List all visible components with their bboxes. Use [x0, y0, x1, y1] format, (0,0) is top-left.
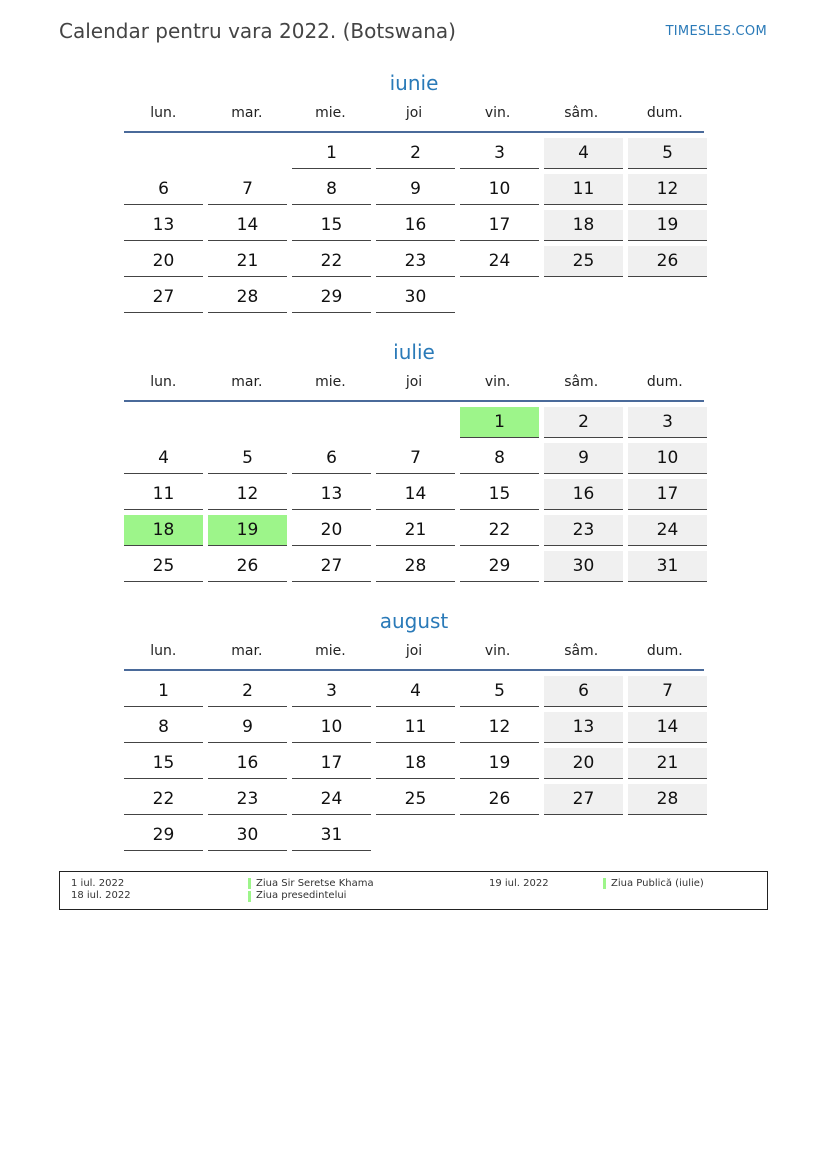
- legend-color-marker: [603, 878, 606, 889]
- header-divider: [124, 669, 704, 671]
- day-cell: 9: [544, 443, 623, 474]
- day-cell: 10: [292, 712, 371, 743]
- day-cell: 24: [292, 784, 371, 815]
- weekday-header: [124, 367, 704, 397]
- day-cell: 12: [208, 479, 287, 510]
- day-cell: 30: [208, 820, 287, 851]
- day-cell: 28: [208, 282, 287, 313]
- day-cell: 6: [292, 443, 371, 474]
- empty-cell: [376, 407, 455, 438]
- day-cell: 27: [292, 551, 371, 582]
- day-cell: 2: [544, 407, 623, 438]
- weekday-label: vin.: [484, 643, 511, 659]
- weekday-label: dum.: [646, 643, 683, 659]
- holiday-legend: [59, 871, 768, 910]
- day-cell: 7: [208, 174, 287, 205]
- day-cell: 7: [376, 443, 455, 474]
- day-cell: 28: [628, 784, 707, 815]
- day-cell: 18: [544, 210, 623, 241]
- day-cell: 26: [460, 784, 539, 815]
- site-link[interactable]: TIMESLES.COM: [665, 24, 767, 39]
- day-cell: 28: [376, 551, 455, 582]
- weekday-label: mar.: [231, 105, 263, 121]
- day-cell: 4: [544, 138, 623, 169]
- month-block-august: [124, 606, 704, 851]
- day-cell: 16: [376, 210, 455, 241]
- day-cell: 18: [124, 515, 203, 546]
- empty-cell: [124, 138, 203, 169]
- weekday-header: [124, 98, 704, 128]
- day-cell: 5: [460, 676, 539, 707]
- day-cell: 30: [544, 551, 623, 582]
- day-cell: 12: [460, 712, 539, 743]
- day-cell: 17: [460, 210, 539, 241]
- empty-cell: [208, 138, 287, 169]
- day-cell: 24: [460, 246, 539, 277]
- legend-color-marker: [248, 891, 251, 902]
- day-cell: 14: [628, 712, 707, 743]
- weekday-label: joi: [405, 643, 423, 659]
- legend-holiday-name: Ziua Sir Seretse Khama: [256, 878, 374, 889]
- day-cell: 1: [460, 407, 539, 438]
- weekday-label: lun.: [150, 374, 177, 390]
- day-cell: 5: [628, 138, 707, 169]
- day-cell: 4: [124, 443, 203, 474]
- day-cell: 8: [460, 443, 539, 474]
- day-cell: 19: [208, 515, 287, 546]
- day-cell: 1: [124, 676, 203, 707]
- day-cell: 8: [124, 712, 203, 743]
- day-cell: 3: [460, 138, 539, 169]
- weekday-label: dum.: [646, 374, 683, 390]
- page-title: Calendar pentru vara 2022. (Botswana): [59, 19, 456, 43]
- day-cell: 21: [376, 515, 455, 546]
- day-cell: 30: [376, 282, 455, 313]
- day-grid: [124, 407, 704, 582]
- day-cell: 27: [544, 784, 623, 815]
- day-cell: 4: [376, 676, 455, 707]
- day-cell: 3: [628, 407, 707, 438]
- weekday-label: mie.: [315, 643, 346, 659]
- legend-color-marker: [248, 878, 251, 889]
- day-cell: 11: [124, 479, 203, 510]
- day-cell: 10: [628, 443, 707, 474]
- weekday-label: lun.: [150, 643, 177, 659]
- day-cell: 21: [628, 748, 707, 779]
- day-cell: 23: [208, 784, 287, 815]
- header-divider: [124, 131, 704, 133]
- legend-holiday-name: Ziua presedintelui: [256, 890, 347, 901]
- weekday-label: dum.: [646, 105, 683, 121]
- day-cell: 9: [376, 174, 455, 205]
- day-cell: 2: [376, 138, 455, 169]
- day-cell: 13: [292, 479, 371, 510]
- day-grid: [124, 676, 704, 851]
- day-cell: 19: [460, 748, 539, 779]
- day-cell: 6: [544, 676, 623, 707]
- legend-date: 19 iul. 2022: [489, 878, 549, 889]
- day-cell: 25: [376, 784, 455, 815]
- day-cell: 25: [544, 246, 623, 277]
- weekday-label: mie.: [315, 105, 346, 121]
- weekday-label: mar.: [231, 374, 263, 390]
- day-cell: 18: [376, 748, 455, 779]
- weekday-label: joi: [405, 374, 423, 390]
- legend-date: 1 iul. 2022: [71, 878, 125, 889]
- day-cell: 11: [376, 712, 455, 743]
- month-title: iunie: [389, 71, 439, 95]
- weekday-label: lun.: [150, 105, 177, 121]
- weekday-label: vin.: [484, 105, 511, 121]
- day-cell: 11: [544, 174, 623, 205]
- empty-cell: [124, 407, 203, 438]
- weekday-label: joi: [405, 105, 423, 121]
- day-cell: 17: [628, 479, 707, 510]
- day-cell: 13: [124, 210, 203, 241]
- day-cell: 3: [292, 676, 371, 707]
- day-cell: 22: [292, 246, 371, 277]
- day-cell: 10: [460, 174, 539, 205]
- weekday-header: [124, 636, 704, 666]
- day-cell: 22: [124, 784, 203, 815]
- day-cell: 23: [376, 246, 455, 277]
- day-cell: 16: [544, 479, 623, 510]
- month-block-iulie: [124, 337, 704, 582]
- day-cell: 20: [544, 748, 623, 779]
- legend-holiday-name: Ziua Publică (iulie): [611, 878, 704, 889]
- day-cell: 2: [208, 676, 287, 707]
- day-cell: 7: [628, 676, 707, 707]
- weekday-label: sâm.: [564, 105, 599, 121]
- month-block-iunie: [124, 68, 704, 313]
- day-cell: 25: [124, 551, 203, 582]
- day-cell: 17: [292, 748, 371, 779]
- day-cell: 16: [208, 748, 287, 779]
- day-cell: 24: [628, 515, 707, 546]
- day-cell: 31: [628, 551, 707, 582]
- day-cell: 15: [292, 210, 371, 241]
- header-divider: [124, 400, 704, 402]
- day-cell: 23: [544, 515, 623, 546]
- day-cell: 12: [628, 174, 707, 205]
- day-cell: 9: [208, 712, 287, 743]
- month-title: iulie: [393, 340, 435, 364]
- day-cell: 31: [292, 820, 371, 851]
- weekday-label: mie.: [315, 374, 346, 390]
- day-cell: 15: [124, 748, 203, 779]
- day-cell: 5: [208, 443, 287, 474]
- month-title: august: [379, 609, 449, 633]
- weekday-label: mar.: [231, 643, 263, 659]
- weekday-label: vin.: [484, 374, 511, 390]
- empty-cell: [292, 407, 371, 438]
- day-cell: 6: [124, 174, 203, 205]
- empty-cell: [208, 407, 287, 438]
- day-cell: 14: [208, 210, 287, 241]
- legend-date: 18 iul. 2022: [71, 890, 131, 901]
- day-cell: 22: [460, 515, 539, 546]
- day-cell: 21: [208, 246, 287, 277]
- weekday-label: sâm.: [564, 643, 599, 659]
- day-cell: 27: [124, 282, 203, 313]
- day-cell: 29: [124, 820, 203, 851]
- day-cell: 29: [292, 282, 371, 313]
- day-cell: 19: [628, 210, 707, 241]
- day-cell: 29: [460, 551, 539, 582]
- day-cell: 20: [124, 246, 203, 277]
- day-cell: 15: [460, 479, 539, 510]
- day-cell: 8: [292, 174, 371, 205]
- day-cell: 13: [544, 712, 623, 743]
- day-grid: [124, 138, 704, 313]
- day-cell: 26: [628, 246, 707, 277]
- day-cell: 14: [376, 479, 455, 510]
- day-cell: 26: [208, 551, 287, 582]
- weekday-label: sâm.: [564, 374, 599, 390]
- day-cell: 20: [292, 515, 371, 546]
- day-cell: 1: [292, 138, 371, 169]
